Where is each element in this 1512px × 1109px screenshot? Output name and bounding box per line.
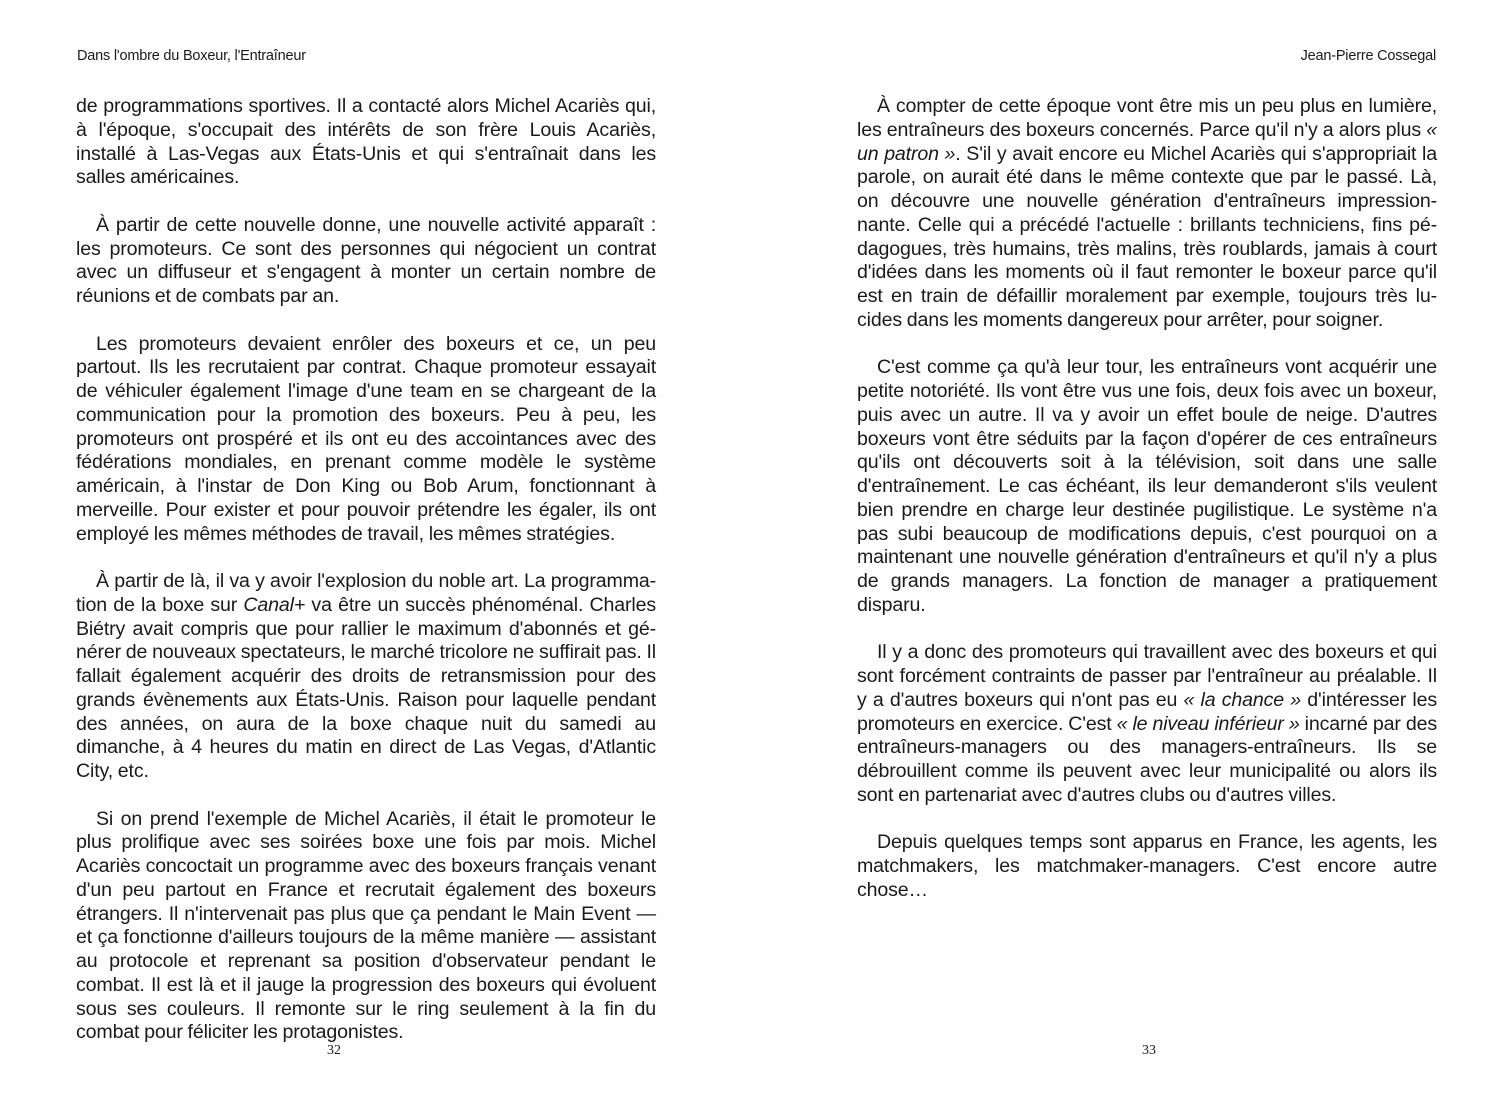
paragraph-text: À partir de là, il va y avoir l'explosion du noble art. La programma-tion de la boxe sur	[76, 570, 656, 616]
right-page-body	[857, 95, 1437, 926]
page-number: 32	[327, 1043, 341, 1058]
left-page-body	[76, 95, 656, 1069]
paragraph	[76, 570, 656, 784]
paragraph-text: . S'il y avait encore eu Michel Acariès qui s'appropriait la parole, on aurait été dans le même contexte que par le passé. Là, on découvre une nouvelle génération d'entraîneurs impression-nante. Celle qui a précédé l'actuelle : brillants techniciens, fins pé-dagogues, très humains, très malins, très roublards, jamais à court d'idées dans les moments où il faut remonter le boxeur parce qu'il est en train de défaillir moralement par exemple, toujours très lu-cides dans les moments dangereux pour arrêter, pour soigner.	[857, 142, 1437, 331]
italic-quote: « le niveau inférieur »	[1116, 712, 1300, 735]
paragraph-text: d'intéresser les promoteurs en exercice. C'est	[857, 688, 1437, 735]
paragraph: Si on prend l'exemple de Michel Acariès, il était le promoteur le plus prolifique avec ses soirées boxe une fois par mois. Michel Acariès concoctait un programme avec des boxeurs français venant d'un peu partout en France et recrutait également des boxeurs étrangers. Il n'intervenait pas plus que ça pendant le Main Event — et ça fonctionne d'ailleurs toujours de la même manière — assistant au protocole et reprenant sa position d'observateur pendant le combat. Il est là et il jauge la progression des boxeurs qui évoluent sous ses couleurs. Il remonte sur le ring seulement à la fin du combat pour féliciter les protagonistes.	[76, 807, 656, 1044]
paragraph: Depuis quelques temps sont apparus en France, les agents, les matchmakers, les matchmaker-managers. C'est encore autre chose…	[857, 831, 1437, 901]
paragraph: de programmations sportives. Il a contacté alors Michel Acariès qui, à l'époque, s'occupait des intérêts de son frère Louis Acariès, installé à Las-Vegas aux États-Unis et qui s'entraînait dans les salles américaines.	[76, 95, 656, 189]
running-head-book-title: Dans l'ombre du Boxeur, l'Entraîneur	[77, 48, 306, 64]
italic-channel-name: Canal+	[243, 593, 306, 616]
italic-quote: « un patron »	[857, 118, 1437, 165]
paragraph: À partir de cette nouvelle donne, une nouvelle activité apparaît : les promoteurs. Ce sont des personnes qui négocient un contrat avec un diffuseur et s'engagent à monter un certain nombre de réunions et de combats par an.	[76, 213, 656, 307]
italic-quote: « la chance »	[1183, 688, 1302, 711]
right-page	[756, 0, 1512, 1109]
paragraph-text: va être un succès phénoménal. Charles Biétry avait compris que pour rallier le maximum d'abonnés et gé-nérer de nouveaux spectateurs, le marché tricolore ne suffirait pas. Il fallait également acquérir des droits de retransmission pour des grands évènements aux États-Unis. Raison pour laquelle pendant des années, on aura de la boxe chaque nuit du samedi au dimanche, à 4 heures du matin en direct de Las Vegas, d'Atlantic City, etc.	[76, 593, 657, 782]
paragraph-text: Il y a donc des promoteurs qui travaillent avec des boxeurs et qui sont forcément contraints de passer par l'entraîneur au préalable. Il y a d'autres boxeurs qui n'ont pas eu	[857, 641, 1437, 711]
paragraph: Les promoteurs devaient enrôler des boxeurs et ce, un peu partout. Ils les recrutaient par contrat. Chaque promoteur essayait de véhiculer également l'image d'une team en se chargeant de la communication pour la promotion des boxeurs. Peu à peu, les promoteurs ont prospéré et ils ont eu des accointances avec des fédérations mondiales, en prenant comme modèle le système américain, à l'instar de Don King ou Bob Arum, fonctionnant à merveille. Pour exister et pour pouvoir prétendre les égaler, ils ont employé les mêmes méthodes de travail, les mêmes stratégies.	[76, 332, 656, 545]
page-number: 33	[1142, 1043, 1156, 1058]
paragraph-text: À compter de cette époque vont être mis un peu plus en lumière, les entraîneurs des boxeurs concernés. Parce qu'il n'y a alors plus	[857, 95, 1437, 141]
paragraph	[857, 95, 1437, 333]
paragraph: C'est comme ça qu'à leur tour, les entraîneurs vont acquérir une petite notoriété. Ils vont être vus une fois, deux fois avec un boxeur, puis avec un autre. Il va y avoir un effet boule de neige. D'autres boxeurs vont être séduits par la façon d'opérer de ces entraîneurs qu'ils ont découverts soit à la télévision, soit dans une salle d'entraînement. Le cas échéant, ils leur demanderont s'ils veulent bien prendre en charge leur destinée pugilistique. Le système n'a pas subi beaucoup de modifications depuis, c'est pourquoi on a maintenant une nouvelle génération d'entraîneurs et qu'il n'y a plus de grands managers. La fonction de manager a pratiquement disparu.	[857, 356, 1437, 616]
paragraph-text: incarné par des entraîneurs-managers ou des managers-entraîneurs. Ils se débrouillent comme ils peuvent avec leur municipalité ou alors ils sont en partenariat avec d'autres clubs ou d'autres villes.	[857, 712, 1437, 806]
running-head-author: Jean-Pierre Cossegal	[1300, 48, 1436, 64]
paragraph	[857, 641, 1437, 807]
